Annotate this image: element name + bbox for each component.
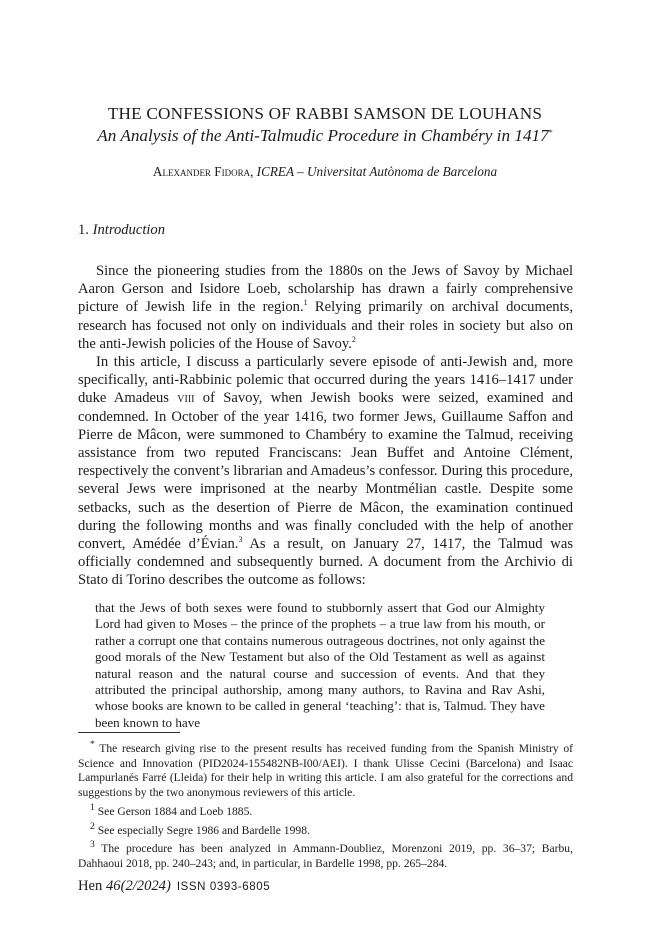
section-title: Introduction: [92, 222, 166, 238]
footnote-ref-1[interactable]: 1: [303, 298, 308, 308]
author-affiliation: ICREA – Universitat Autònoma de Barcelona: [256, 164, 498, 179]
issn: ISSN 0393-6805: [176, 881, 271, 893]
footnote-text: See Gerson 1884 and Loeb 1885.: [94, 804, 253, 818]
article-title: THE CONFESSIONS OF RABBI SAMSON DE LOUHANS: [107, 104, 543, 123]
author-name: Alexander Fidora: [152, 164, 251, 179]
footnote-divider: [78, 732, 180, 733]
footnote-ref-2[interactable]: 2: [351, 334, 356, 344]
body-text: [78, 262, 573, 590]
footnote: [78, 820, 573, 839]
section-number: 1.: [78, 222, 89, 238]
paragraph-1-part-a: Since the pioneering studies from the 1880s on the Jews of Savoy by Michael Aaron Gerson and Isidore Loeb, scholarship has drawn a fairly comprehensive picture of Jewish life in the region.: [78, 263, 573, 316]
footnote-text: See especially Segre 1986 and Bardelle 1998.: [94, 823, 310, 837]
footnote: [78, 838, 573, 871]
footnote-text: The procedure has been analyzed in Ammann-Doubliez, Morenzoni 2019, pp. 36–37; Barbu, Dahhaoui 2018, pp. 240–243; and, in particular, in Bardelle 1998, pp. 265–284.: [78, 842, 573, 871]
journal-volume: 46(2/2024): [105, 878, 171, 894]
footnote: [78, 801, 573, 820]
footnote-ref-3[interactable]: 3: [238, 535, 243, 545]
paragraph-2-part-a: In this article, I discuss a particularly severe episode of anti-Jewish and, more specifically, anti-Rabbinic polemic that occurred during the years 1416–1417 under duke Amadeus: [78, 354, 573, 407]
footnotes: [78, 738, 573, 872]
footnote-mark: *: [90, 739, 95, 750]
footnote-mark: 1: [90, 802, 95, 814]
roman-numeral: viii: [177, 390, 195, 407]
section-heading: [78, 221, 165, 239]
paragraph-2-part-b: of Savoy, when Jewish books were seized, examined and condemned. In October of the year 1416, two former Jews, Guillaume Saffon and Pierre de Mâcon, were summoned to Chambéry to examine the Talmud, receiving assistance from two reputed Franciscans: Jean Buffet and Antoine Clément, respectively the convent’s librarian and Amadeus’s confessor. During this procedure, several Jews were imprisoned at the nearby Montmélian castle. Despite some setbacks, such as the desertion of Pierre de Mâcon, the examination continued during the following months and was finally concluded with the help of another convert, Amédée d’Évian.: [78, 390, 573, 553]
footnote-text: The research giving rise to the present results has received funding from the Spanish Ministry of Science and Innovation (PID2024-155482NB-I00/AEI). I thank Ulisse Cecini (Barcelona) and Isaac Lampurlanés Farré (Lleida) for their help in writing this article. I am also grateful for the corrections and suggestions by the two anonymous reviewers of this article.: [78, 741, 573, 800]
footnote-mark: 2: [90, 820, 95, 832]
subtitle-footnote-mark[interactable]: *: [548, 128, 553, 137]
footnote-mark: 3: [90, 839, 95, 851]
running-footer: [78, 877, 270, 896]
paragraph-2: [78, 353, 573, 590]
journal-name: Hen: [78, 878, 103, 894]
paragraph-1: [78, 262, 573, 353]
paragraph-1-part-b: Relying primarily on archival documents, research has focused not only on individuals and their roles in society but also on the anti-Jewish policies of the House of Savoy.: [78, 299, 573, 352]
author-line: Alexander Fidora, ICREA – Universitat Autònoma de Barcelona: [152, 164, 498, 179]
block-quote: that the Jews of both sexes were found to stubbornly assert that God our Almighty Lord had given to Moses – the prince of the prophets – a true law from his mouth, or rather a corrupt one that contains numerous outrageous doctrines, not only against the good morals of the New Testament but also of the Old Testament as well as against natural reason and the natural course and succession of events. And that they attributed the principal authorship, among many authors, to Ravina and Rav Ashi, whose books are known to be called in general ‘teaching’: that is, Talmud. They have been known to have: [95, 600, 545, 730]
subtitle-text: An Analysis of the Anti-Talmudic Procedure in Chambéry in 1417: [97, 126, 549, 145]
paragraph-2-part-c: As a result, on January 27, 1417, the Talmud was officially condemned and subsequently burned. A document from the Archivio di Stato di Torino describes the outcome as follows:: [78, 536, 573, 589]
footnote: [78, 738, 573, 801]
article-subtitle: [40, 126, 610, 146]
